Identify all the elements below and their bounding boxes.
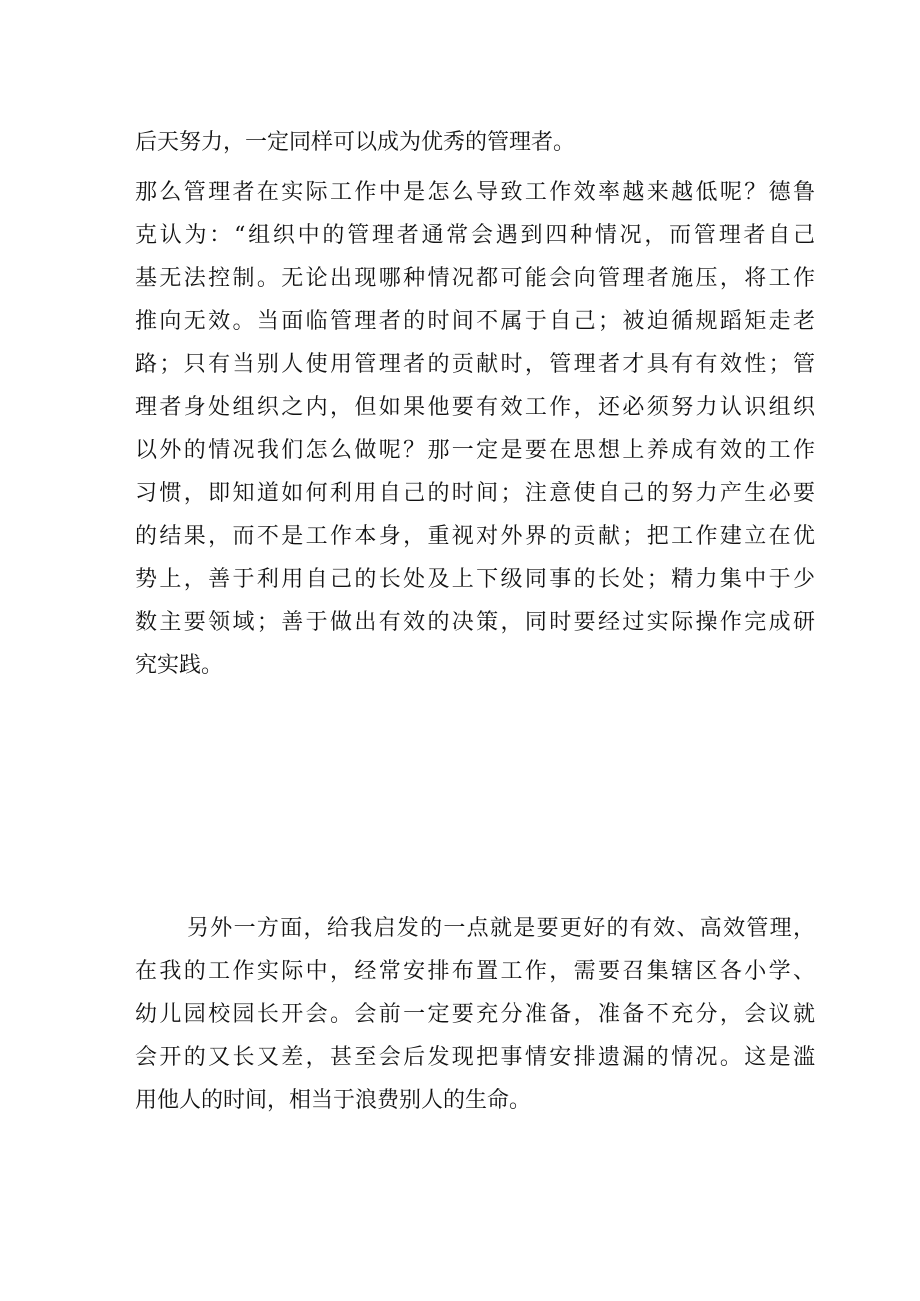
text-line: 理者身处组织之内，但如果他要有效工作，还必须努力认识组织 <box>135 395 815 420</box>
text-line: 另外一方面，给我启发的一点就是要更好的有效、高效管理， <box>187 916 815 941</box>
text-line: 会开的又长又差，甚至会后发现把事情安排遗漏的情况。这是滥 <box>135 1045 815 1070</box>
text-line: 幼儿园校园长开会。会前一定要充分准备，准备不充分，会议就 <box>135 1002 815 1027</box>
text-line: 用他人的时间，相当于浪费别人的生命。 <box>135 1088 532 1113</box>
text-line: 数主要领域；善于做出有效的决策，同时要经过实际操作完成研 <box>135 610 815 635</box>
text-line: 究实践。 <box>135 653 224 678</box>
text-line: 以外的情况我们怎么做呢？那一定是要在思想上养成有效的工作 <box>135 438 815 463</box>
text-line: 后天努力，一定同样可以成为优秀的管理者。 <box>135 130 576 155</box>
text-line: 路；只有当别人使用管理者的贡献时，管理者才具有有效性；管 <box>135 352 815 377</box>
text-line: 推向无效。当面临管理者的时间不属于自己；被迫循规蹈矩走老 <box>135 309 815 334</box>
text-line: 势上，善于利用自己的长处及上下级同事的长处；精力集中于少 <box>135 567 815 592</box>
text-line: 克认为：“组织中的管理者通常会遇到四种情况，而管理者自己 <box>135 223 815 248</box>
text-line: 基无法控制。无论出现哪种情况都可能会向管理者施压，将工作 <box>135 266 815 291</box>
text-line: 习惯，即知道如何利用自己的时间；注意使自己的努力产生必要 <box>135 481 815 506</box>
text-line: 在我的工作实际中，经常安排布置工作，需要召集辖区各小学、 <box>135 959 815 984</box>
text-line: 的结果，而不是工作本身，重视对外界的贡献；把工作建立在优 <box>135 524 815 549</box>
text-line: 那么管理者在实际工作中是怎么导致工作效率越来越低呢？德鲁 <box>135 180 815 205</box>
